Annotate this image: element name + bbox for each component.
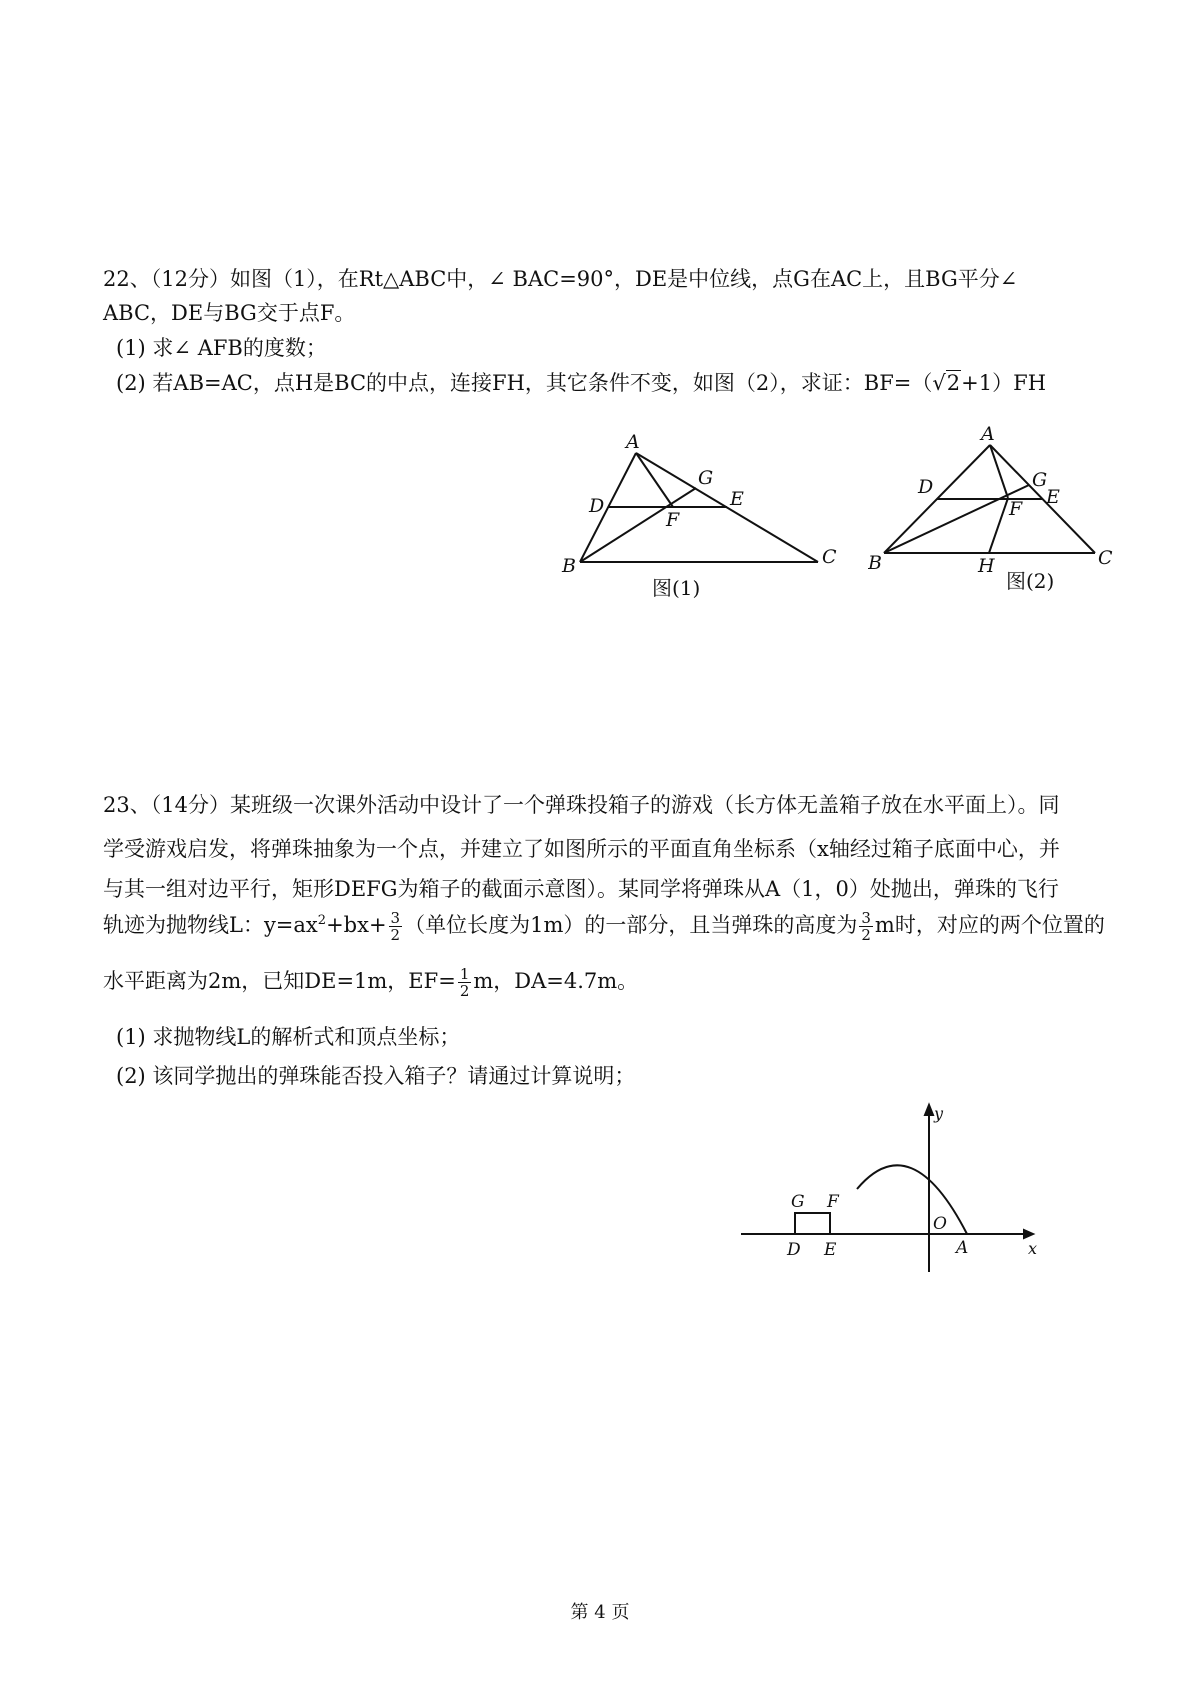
- fig2-label-F: F: [1009, 498, 1023, 520]
- fraction-denominator: 2: [390, 926, 401, 944]
- fraction-denominator: 2: [459, 982, 470, 1000]
- fig1-label-A: A: [626, 431, 640, 453]
- q23-part2: (2) 该同学抛出的弹珠能否投入箱子？请通过计算说明；: [116, 1064, 636, 1088]
- fig1-label-C: C: [822, 546, 837, 568]
- fraction-one-half: [458, 966, 472, 999]
- graph-label-G: G: [791, 1192, 805, 1212]
- fig1-caption: 图(1): [652, 576, 701, 600]
- fig2-label-D: D: [918, 476, 934, 498]
- q22-line1: 22、（12分）如图（1），在Rt△ABC中，∠ BAC=90°，DE是中位线，点G在AC上，且BG平分∠: [103, 267, 1018, 291]
- fig2-label-B: B: [868, 552, 882, 574]
- fig2-label-G: G: [1032, 469, 1048, 491]
- fraction-numerator: 3: [390, 909, 401, 927]
- fraction-three-halves: [389, 910, 403, 943]
- figure-2-triangle: [868, 423, 1120, 603]
- q22-part1: (1) 求∠ AFB的度数；: [116, 336, 327, 360]
- sqrt-radicand: 2: [946, 371, 961, 395]
- q23-line1: 23、（14分）某班级一次课外活动中设计了一个弹珠投箱子的游戏（长方体无盖箱子放在水平面上）。同: [103, 793, 1060, 817]
- graph-label-x: x: [1028, 1239, 1038, 1258]
- fraction-numerator: 3: [861, 909, 871, 927]
- exponent: 2: [317, 913, 327, 928]
- q22-part2-text-b: +1）FH: [961, 371, 1047, 395]
- q22-line2: ABC，DE与BG交于点F。: [103, 301, 356, 325]
- fig2-label-E: E: [1046, 486, 1060, 508]
- q23-line5-a: 水平距离为2m，已知DE=1m，EF=: [103, 969, 456, 993]
- q23-line4-d: m时，对应的两个位置的: [874, 913, 1105, 937]
- fig1-label-G: G: [698, 467, 714, 489]
- fig2-label-H: H: [978, 555, 995, 577]
- fig1-label-E: E: [730, 488, 744, 510]
- figure-1-triangle: [560, 430, 850, 610]
- graph-label-E: E: [824, 1240, 837, 1260]
- parabola-graph: [735, 1097, 1045, 1277]
- fig1-label-B: B: [562, 555, 576, 577]
- q22-part2: [116, 368, 1046, 398]
- fig1-label-D: D: [589, 495, 605, 517]
- page-number: 第 4 页: [570, 1602, 630, 1623]
- graph-label-O: O: [933, 1214, 947, 1234]
- graph-label-D: D: [787, 1240, 801, 1260]
- q23-line4-b: +bx+: [326, 913, 387, 937]
- q23-line5: [103, 966, 638, 999]
- q23-line4-a: 轨迹为抛物线L：y=ax: [103, 913, 318, 937]
- graph-label-F: F: [827, 1192, 839, 1212]
- q23-line4-c: （单位长度为1m）的一部分，且当弹珠的高度为: [404, 913, 858, 937]
- fraction-three-halves-2: [859, 910, 873, 943]
- fig1-label-F: F: [666, 509, 680, 531]
- sqrt-symbol: √2: [932, 371, 961, 395]
- q23-line4: [103, 910, 1105, 943]
- fig2-caption: 图(2): [1006, 569, 1055, 593]
- fig2-label-A: A: [981, 423, 995, 445]
- graph-label-A: A: [956, 1238, 969, 1258]
- fig2-label-C: C: [1098, 547, 1113, 569]
- q23-line3: 与其一组对边平行，矩形DEFG为箱子的截面示意图）。某同学将弹珠从A（1，0）处抛出，弹珠的飞行: [103, 877, 1059, 901]
- graph-label-y: y: [934, 1104, 944, 1123]
- fraction-denominator: 2: [861, 926, 871, 944]
- fraction-numerator: 1: [459, 965, 470, 983]
- q23-line5-b: m，DA=4.7m。: [473, 969, 639, 993]
- q22-part2-text-a: (2) 若AB=AC，点H是BC的中点，连接FH，其它条件不变，如图（2），求证：BF=（: [116, 371, 933, 395]
- q23-part1: (1) 求抛物线L的解析式和顶点坐标；: [116, 1025, 461, 1049]
- q23-line2: 学受游戏启发，将弹珠抽象为一个点，并建立了如图所示的平面直角坐标系（x轴经过箱子底面中心，并: [103, 837, 1060, 861]
